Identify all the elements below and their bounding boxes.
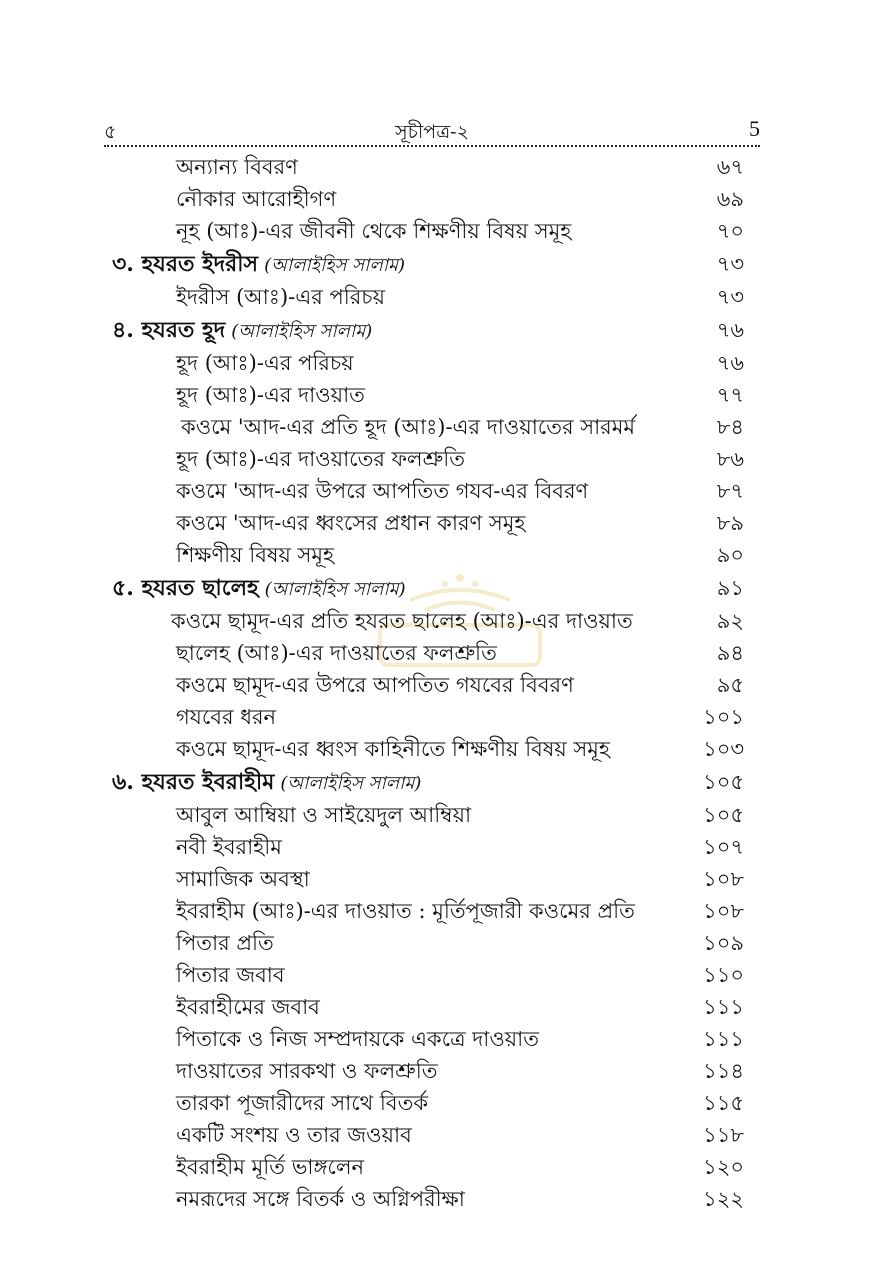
- entry-label: [176, 927, 274, 959]
- entry-text: সামাজিক অবস্থা: [176, 867, 310, 891]
- page-number: ১১৪: [703, 1059, 744, 1083]
- toc-entry-row: [0, 539, 870, 571]
- entry-label: [176, 379, 365, 411]
- entry-text: নবী ইবরাহীম: [176, 835, 282, 859]
- entry-text: ৪. হযরত হূদ: [112, 317, 226, 343]
- entry-text: নৌকার আরোহীগণ: [176, 187, 337, 211]
- page-number: ৭০: [716, 219, 744, 243]
- entry-label: [176, 281, 385, 313]
- page-number: ৮৬: [716, 447, 744, 471]
- entry-label: [176, 539, 334, 571]
- entry-text: ছালেহ (আঃ)-এর দাওয়াতের ফলশ্রুতি: [176, 641, 497, 665]
- page-number: ৬৯: [716, 187, 744, 211]
- entry-text: কওমে ছামূদ-এর প্রতি হযরত ছালেহ (আঃ)-এর দাওয়াত: [171, 609, 633, 633]
- toc-entry-row: [0, 379, 870, 411]
- page-number: ১১০: [703, 963, 744, 987]
- toc-entry-row: [0, 1023, 870, 1055]
- entry-text: দাওয়াতের সারকথা ও ফলশ্রুতি: [176, 1059, 438, 1083]
- toc-entry-row: [0, 443, 870, 475]
- entry-text: ইদরীস (আঃ)-এর পরিচয়: [176, 285, 385, 309]
- entry-label: [171, 605, 633, 637]
- page-number: ৯১: [716, 576, 744, 600]
- toc-entry-row: [0, 927, 870, 959]
- toc-entry-row: [0, 669, 870, 701]
- page-number: ১১৮: [703, 1123, 744, 1147]
- toc-chapter-row: [0, 571, 870, 605]
- entry-label: [176, 1023, 539, 1055]
- entry-text: আবুল আম্বিয়া ও সাইয়েদুল আম্বিয়া: [176, 803, 472, 827]
- entry-label: [176, 669, 574, 701]
- entry-label: [176, 1055, 438, 1087]
- page-number: ৮৯: [716, 511, 744, 535]
- entry-text: গযবের ধরন: [176, 705, 277, 729]
- entry-label: [176, 1183, 465, 1215]
- toc-entry-row: [0, 959, 870, 991]
- toc-entry-row: [0, 605, 870, 637]
- chapter-honorific: (আলাইহিস সালাম): [264, 255, 406, 276]
- page-number: ৭৬: [716, 318, 744, 342]
- entry-text: ইবরাহীম মূর্তি ভাঙ্গলেন: [176, 1155, 365, 1179]
- page-header: [104, 116, 760, 146]
- toc-entry-row: [0, 733, 870, 765]
- chapter-honorific: (আলাইহিস সালাম): [231, 321, 373, 342]
- page-number: ৯৫: [716, 673, 744, 697]
- entry-label: [176, 991, 320, 1023]
- chapter-honorific: (আলাইহিস সালাম): [264, 579, 406, 600]
- page-number: ১১১: [703, 1027, 744, 1051]
- entry-text: হূদ (আঃ)-এর পরিচয়: [176, 351, 354, 375]
- toc-entry-row: [0, 1055, 870, 1087]
- chapter-heading: [112, 571, 406, 607]
- entry-text: একটি সংশয় ও তার জওয়াব: [176, 1123, 412, 1147]
- entry-text: কওমে ছামূদ-এর ধ্বংস কাহিনীতে শিক্ষণীয় বিষয় সমূহ: [176, 737, 610, 761]
- entry-text: ইবরাহীমের জবাব: [176, 995, 320, 1019]
- chapter-heading: [112, 313, 372, 349]
- entry-text: অন্যান্য বিবরণ: [176, 155, 298, 179]
- entry-text: কওমে 'আদ-এর প্রতি হূদ (আঃ)-এর দাওয়াতের সারমর্ম: [181, 415, 636, 439]
- toc-entry-row: [0, 1119, 870, 1151]
- toc-entry-row: [0, 895, 870, 927]
- entry-label: [176, 475, 588, 507]
- page-number: ৯৪: [716, 641, 744, 665]
- toc-entry-row: [0, 215, 870, 247]
- entry-text: ইবরাহীম (আঃ)-এর দাওয়াত : মূর্তিপূজারী কওমের প্রতি: [176, 899, 635, 923]
- chapter-heading: [112, 765, 421, 801]
- entry-text: শিক্ষণীয় বিষয় সমূহ: [176, 543, 335, 567]
- entry-label: [176, 959, 285, 991]
- entry-label: [176, 799, 471, 831]
- page-number: ৬৭: [716, 155, 744, 179]
- entry-label: [176, 637, 497, 669]
- page-number: ৯০: [716, 543, 744, 567]
- page-number: ১০৮: [703, 867, 744, 891]
- toc-chapter-row: [0, 313, 870, 347]
- entry-text: হূদ (আঃ)-এর দাওয়াত: [176, 383, 365, 407]
- chapter-honorific: (আলাইহিস সালাম): [280, 773, 422, 794]
- toc-entry-row: [0, 831, 870, 863]
- page-number: ৮৪: [716, 415, 744, 439]
- toc-entry-row: [0, 1183, 870, 1215]
- toc-entry-row: [0, 411, 870, 443]
- toc-entry-row: [0, 799, 870, 831]
- toc-chapter-row: [0, 765, 870, 799]
- entry-text: তারকা পূজারীদের সাথে বিতর্ক: [176, 1091, 429, 1115]
- page-number: ১২২: [703, 1187, 744, 1211]
- chapter-heading: [112, 247, 405, 283]
- page-number: ১০৫: [703, 770, 744, 794]
- entry-text: পিতার জবাব: [176, 963, 285, 987]
- toc-chapter-row: [0, 247, 870, 281]
- entry-text: ৬. হযরত ইবরাহীম: [112, 769, 275, 795]
- page-number-left: ৫: [104, 121, 117, 143]
- entry-label: [176, 733, 610, 765]
- entry-label: [176, 1087, 428, 1119]
- toc-entry-row: [0, 637, 870, 669]
- entry-text: হূদ (আঃ)-এর দাওয়াতের ফলশ্রুতি: [176, 447, 465, 471]
- entry-label: [176, 183, 336, 215]
- entry-label: [176, 1119, 412, 1151]
- toc-entry-row: [0, 281, 870, 313]
- page-number: ১০৭: [703, 835, 744, 859]
- entry-text: ৩. হযরত ইদরীস: [112, 251, 259, 277]
- page-number: ১০৩: [703, 737, 744, 761]
- page-number: ১২০: [703, 1155, 744, 1179]
- toc-entry-row: [0, 1151, 870, 1183]
- page-number: ১০৯: [703, 931, 744, 955]
- entry-label: [176, 443, 465, 475]
- toc-entry-row: [0, 475, 870, 507]
- page-number: ১১১: [703, 995, 744, 1019]
- page-number: ৯২: [716, 609, 744, 633]
- entry-text: ৫. হযরত ছালেহ: [112, 575, 259, 601]
- entry-label: [176, 151, 298, 183]
- page-number: ১০৫: [703, 803, 744, 827]
- toc-entry-row: [0, 347, 870, 379]
- entry-label: [176, 215, 571, 247]
- toc-entry-row: [0, 863, 870, 895]
- page-number: ৭৬: [716, 351, 744, 375]
- page-number: ১০১: [703, 705, 744, 729]
- entry-label: [176, 831, 282, 863]
- header-dotted-rule: [104, 145, 760, 147]
- entry-label: [176, 895, 635, 927]
- page-number: ৭৩: [716, 285, 744, 309]
- running-title: সূচীপত্র-২: [395, 121, 469, 143]
- entry-text: নমরূদের সঙ্গে বিতর্ক ও অগ্নিপরীক্ষা: [176, 1187, 465, 1211]
- entry-text: কওমে 'আদ-এর ধ্বংসের প্রধান কারণ সমূহ: [176, 511, 526, 535]
- toc-entry-row: [0, 507, 870, 539]
- entry-label: [176, 1151, 364, 1183]
- page-number-right: 5: [749, 116, 760, 141]
- table-of-contents: [0, 151, 870, 1215]
- entry-label: [176, 507, 525, 539]
- page-number: ১০৮: [703, 899, 744, 923]
- entry-label: [176, 701, 276, 733]
- page-number: ৮৭: [716, 479, 744, 503]
- page-number: ৭৭: [716, 383, 744, 407]
- page-number: ৭৩: [716, 252, 744, 276]
- entry-label: [181, 411, 635, 443]
- entry-text: কওমে ছামূদ-এর উপরে আপতিত গযবের বিবরণ: [176, 673, 574, 697]
- entry-label: [176, 347, 354, 379]
- toc-entry-row: [0, 991, 870, 1023]
- entry-text: নূহ (আঃ)-এর জীবনী থেকে শিক্ষণীয় বিষয় সমূহ: [176, 219, 572, 243]
- entry-text: পিতাকে ও নিজ সম্প্রদায়কে একত্রে দাওয়াত: [176, 1027, 540, 1051]
- toc-entry-row: [0, 151, 870, 183]
- entry-label: [176, 863, 310, 895]
- toc-entry-row: [0, 183, 870, 215]
- entry-text: কওমে 'আদ-এর উপরে আপতিত গযব-এর বিবরণ: [176, 479, 589, 503]
- toc-entry-row: [0, 1087, 870, 1119]
- page-number: ১১৫: [703, 1091, 744, 1115]
- entry-text: পিতার প্রতি: [176, 931, 274, 955]
- toc-entry-row: [0, 701, 870, 733]
